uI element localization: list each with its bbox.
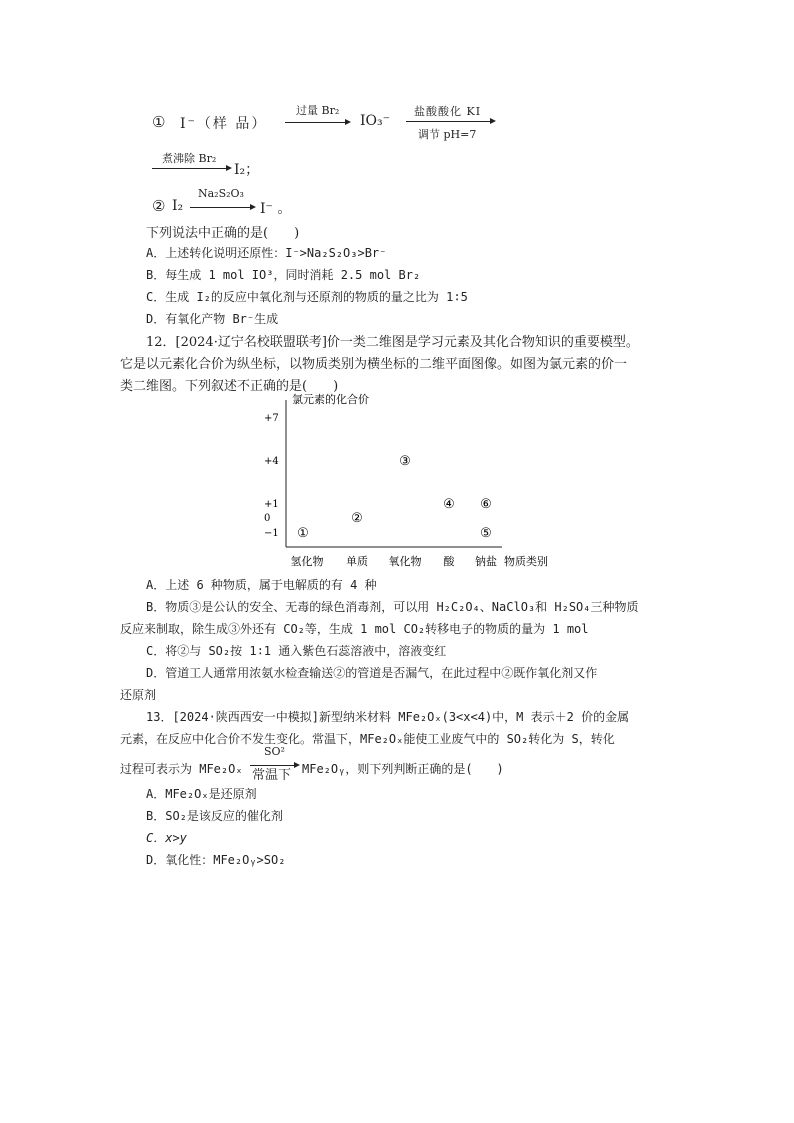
q12-stem-line1: 12．[2024·辽宁名校联盟联考]价一类二维图是学习元素及其化合物知识的重要模型。 xyxy=(146,335,639,350)
chart-y-label: 氯元素的化合价 xyxy=(292,393,369,406)
flow1-arrow3 xyxy=(152,168,228,169)
q12-option-a: A．上述 6 种物质，属于电解质的有 4 种 xyxy=(146,578,377,592)
flow2-circled: ② xyxy=(152,197,166,215)
q13-arrow-top: SO² xyxy=(264,745,285,758)
y-tick-label: +1 xyxy=(264,499,279,510)
flow1-arrow2 xyxy=(406,121,492,122)
q11-prompt: 下列说法中正确的是( ) xyxy=(146,226,300,241)
q12-option-d-cont: 还原剂 xyxy=(120,688,157,702)
y-tick-label: +4 xyxy=(264,456,279,467)
q11-option-c: C．生成 I₂的反应中氧化剂与还原剂的物质的量之比为 1∶5 xyxy=(146,290,468,304)
q13-option-a: A．MFe₂Oₓ是还原剂 xyxy=(146,787,257,801)
x-tick-label: 单质 xyxy=(346,555,368,568)
x-tick-label: 氧化物 xyxy=(388,555,422,568)
q12-stem-line2: 它是以元素化合价为纵坐标，以物质类别为横坐标的二维平面图像。如图为氯元素的价一 xyxy=(120,357,628,372)
q12-option-d: D．管道工人通常用浓氨水检查输送②的管道是否漏气，在此过程中②既作氧化剂又作 xyxy=(146,666,598,680)
q11-option-d: D．有氧化产物 Br⁻生成 xyxy=(146,312,279,326)
flow2-arrow-head xyxy=(250,204,256,210)
flow1-arrow1-label: 过量 Br₂ xyxy=(296,104,340,117)
flow2-product: I⁻ 。 xyxy=(260,201,292,217)
x-tick-label: 氢化物 xyxy=(290,555,324,568)
chart-point-marker: ⑤ xyxy=(480,526,492,541)
chart-point-marker: ④ xyxy=(443,497,455,512)
chart-point-marker: ③ xyxy=(399,454,411,469)
y-tick-label: 0 xyxy=(264,513,271,524)
q13-option-c: C．x>y xyxy=(146,831,187,845)
x-tick-label: 钠盐 xyxy=(475,555,497,568)
q11-option-b: B．每生成 1 mol IO³，同时消耗 2.5 mol Br₂ xyxy=(146,268,421,282)
flow1-arrow3-label: 煮沸除 Br₂ xyxy=(162,152,217,165)
q12-option-b-cont: 反应来制取，除生成③外还有 CO₂等，生成 1 mol CO₂转移电子的物质的量为 1 mol xyxy=(120,622,589,636)
flow1-arrow1-head xyxy=(345,119,351,125)
q13-stem-line3b: MFe₂Oᵧ，则下列判断正确的是( ) xyxy=(302,762,504,776)
chart-x-ticks xyxy=(291,554,498,568)
q13-stem-line2: 元素，在反应中化合价不发生变化。常温下，MFe₂Oₓ能使工业废气中的 SO₂转化为 S，转化 xyxy=(120,732,615,746)
flow1-arrow2-top: 盐酸酸化 KI xyxy=(414,105,482,118)
q13-stem-line3a: 过程可表示为 MFe₂Oₓ xyxy=(120,762,243,776)
flow1-arrow2-bottom: 调节 pH=7 xyxy=(418,128,477,141)
flow1-circled: ① xyxy=(152,113,166,131)
y-tick-label: +7 xyxy=(264,413,279,424)
flow1-arrow1 xyxy=(285,122,347,123)
flow1-product1: IO₃⁻ xyxy=(360,113,391,129)
flow1-arrow3-head xyxy=(226,165,232,171)
flow2-arrow-label: Na₂S₂O₃ xyxy=(198,187,244,200)
q11-option-a: A．上述转化说明还原性：I⁻>Na₂S₂O₃>Br⁻ xyxy=(146,246,387,260)
y-tick-label: −1 xyxy=(264,528,279,539)
chart-axes xyxy=(286,400,502,547)
flow2-reactant: I₂ xyxy=(172,198,184,214)
q13-option-b: B．SO₂是该反应的催化剂 xyxy=(146,809,283,823)
q12-stem-line3: 类二维图。下列叙述不正确的是( ) xyxy=(120,379,339,394)
q12-option-b: B．物质③是公认的安全、无毒的绿色消毒剂，可以用 H₂C₂O₄、NaClO₃和 H₂SO₄三种物质 xyxy=(146,600,639,614)
x-tick-label: 酸 xyxy=(443,555,455,568)
chart-point-marker: ① xyxy=(297,526,309,541)
flow1-product2: I₂； xyxy=(234,162,260,178)
q13-stem-line1: 13．[2024·陕西西安一中模拟]新型纳米材料 MFe₂Oₓ(3<x<4)中，M 表示＋2 价的金属 xyxy=(146,710,630,724)
q13-arrow-head xyxy=(294,762,300,768)
valence-category-chart xyxy=(262,392,582,572)
q13-arrow-bottom: 常温下 xyxy=(252,768,292,783)
chart-point-marker: ② xyxy=(351,511,363,526)
flow1-reactant: I⁻（样 品） xyxy=(180,116,268,132)
chart-x-label: 物质类别 xyxy=(504,555,548,568)
q12-option-c: C．将②与 SO₂按 1∶1 通入紫色石蕊溶液中，溶液变红 xyxy=(146,644,447,658)
chart-point-marker: ⑥ xyxy=(480,497,492,512)
chart-points xyxy=(297,454,492,541)
chart-y-ticks xyxy=(264,413,279,539)
q13-option-d: D．氧化性：MFe₂Oᵧ>SO₂ xyxy=(146,853,286,867)
flow2-arrow xyxy=(190,207,252,208)
flow1-arrow2-head xyxy=(490,118,496,124)
